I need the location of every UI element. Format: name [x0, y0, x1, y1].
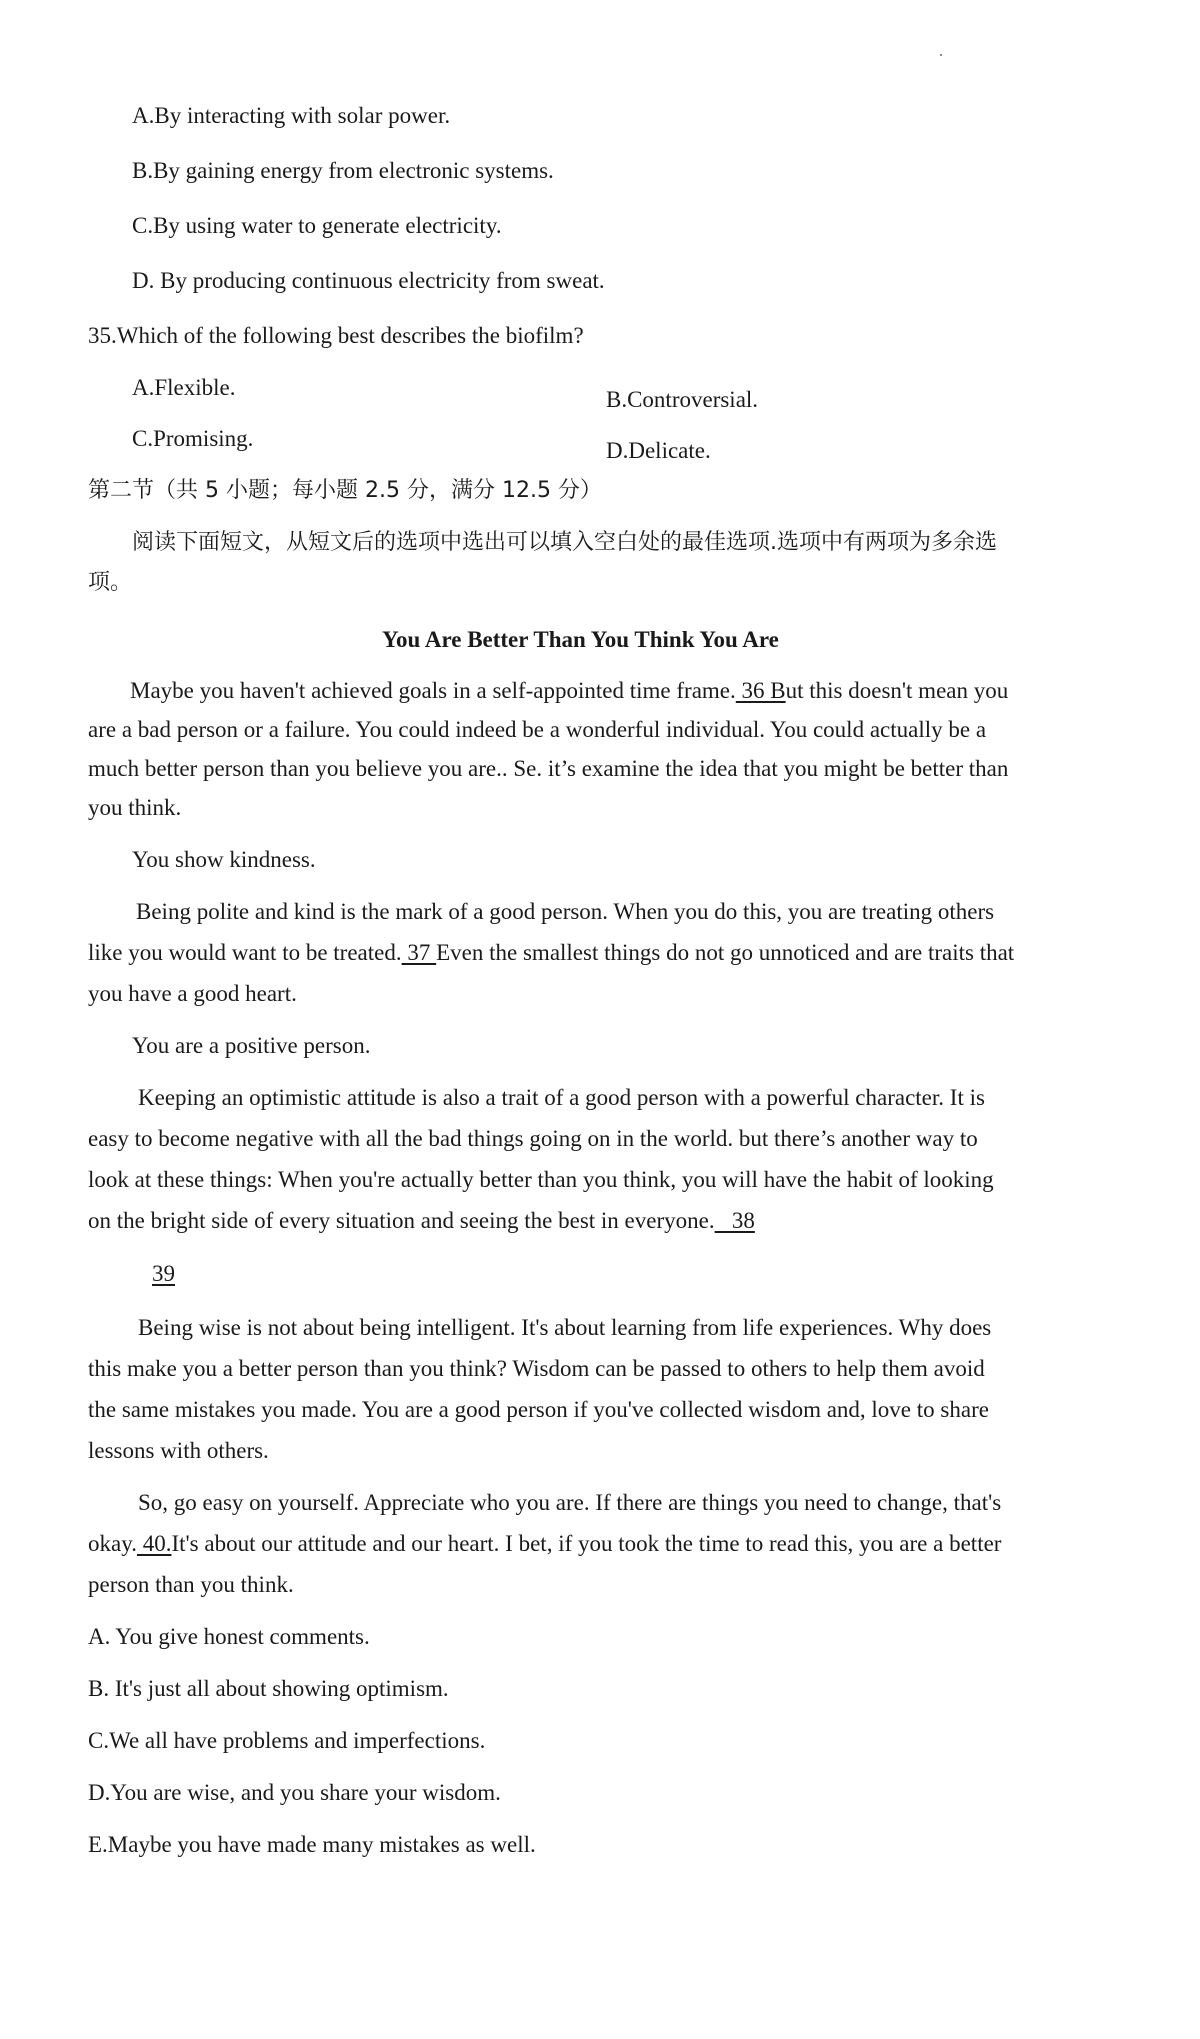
q34-option-a: A.By interacting with solar power.	[132, 103, 451, 128]
p3-line2: easy to become negative with all the bad things going on in the world. but there’s another way to	[88, 1126, 978, 1151]
p2-line2-text-b: Even the smallest things do not go unnoticed and are traits that	[436, 940, 1015, 965]
p5-line3: person than you think.	[88, 1572, 294, 1597]
p1-line1-text-a: Maybe you haven't achieved goals in a self-appointed time frame.	[130, 678, 736, 703]
q34-option-c: C.By using water to generate electricity.	[132, 213, 502, 238]
p1-line4: you think.	[88, 795, 182, 820]
p1-line1-text-b: ut this doesn't mean you	[785, 678, 1009, 703]
p5-line2	[88, 1532, 1001, 1555]
p3-line3: look at these things: When you're actually better than you think, you will have the habit of looking	[88, 1167, 994, 1192]
passage-title: You Are Better Than You Think You Are	[382, 627, 779, 652]
p5-line1: So, go easy on yourself. Appreciate who you are. If there are things you need to change, that's	[138, 1490, 1002, 1515]
subheading-kindness: You show kindness.	[132, 847, 316, 872]
q35-option-a: A.Flexible.	[132, 375, 236, 400]
blank-37: 37	[401, 940, 437, 965]
p3-line1: Keeping an optimistic attitude is also a trait of a good person with a powerful character. It is	[138, 1085, 985, 1110]
p3-line4-text: on the bright side of every situation and seeing the best in everyone.	[88, 1208, 715, 1233]
subheading-positive: You are a positive person.	[132, 1033, 371, 1058]
blank-40: 40.	[136, 1531, 172, 1556]
answer-option-e: E.Maybe you have made many mistakes as well.	[88, 1832, 536, 1857]
p3-line4	[88, 1209, 755, 1232]
blank-38: 38	[714, 1208, 755, 1233]
q35-stem: 35.Which of the following best describes the biofilm?	[88, 323, 584, 348]
section-heading: 第二节（共 5 小题；每小题 2.5 分，满分 12.5 分）	[88, 478, 602, 503]
scan-dot	[940, 54, 942, 56]
p2-line2-text-a: like you would want to be treated.	[88, 940, 402, 965]
p4-line1: Being wise is not about being intelligent. It's about learning from life experiences. Why does	[138, 1315, 992, 1340]
p5-line2-text-b: It's about our attitude and our heart. I bet, if you took the time to read this, you are a better	[171, 1531, 1002, 1556]
p2-line2	[88, 941, 1120, 964]
p4-line4: lessons with others.	[88, 1438, 269, 1463]
q34-option-b: B.By gaining energy from electronic systems.	[132, 158, 554, 183]
blank-39: 39	[152, 1261, 175, 1286]
q35-option-c: C.Promising.	[132, 426, 254, 451]
blank-36: 36 B	[735, 678, 786, 703]
q35-option-b: B.Controversial.	[606, 387, 759, 412]
p1-line1	[130, 679, 1008, 702]
section-instruction-line1: 阅读下面短文，从短文后的选项中选出可以填入空白处的最佳选项.选项中有两项为多余选	[132, 530, 997, 555]
q35-option-d: D.Delicate.	[606, 438, 711, 463]
p4-line2: this make you a better person than you think? Wisdom can be passed to others to help them avoid	[88, 1356, 985, 1381]
p4-line3: the same mistakes you made. You are a good person if you've collected wisdom and, love to share	[88, 1397, 989, 1422]
answer-option-a: A. You give honest comments.	[88, 1624, 370, 1649]
answer-option-c: C.We all have problems and imperfections.	[88, 1728, 486, 1753]
answer-option-d: D.You are wise, and you share your wisdom.	[88, 1780, 501, 1805]
p1-line3: much better person than you believe you are.. Se. it’s examine the idea that you might be better than	[88, 756, 1009, 781]
p2-line3: you have a good heart.	[88, 981, 297, 1006]
answer-option-b: B. It's just all about showing optimism.	[88, 1676, 449, 1701]
section-instruction-line2: 项。	[88, 570, 133, 595]
p1-line2: are a bad person or a failure. You could indeed be a wonderful individual. You could actually be a	[88, 717, 987, 742]
p5-line2-text-a: okay.	[88, 1531, 137, 1556]
p2-line1: Being polite and kind is the mark of a good person. When you do this, you are treating others	[136, 899, 995, 924]
q34-option-d: D. By producing continuous electricity from sweat.	[132, 268, 605, 293]
